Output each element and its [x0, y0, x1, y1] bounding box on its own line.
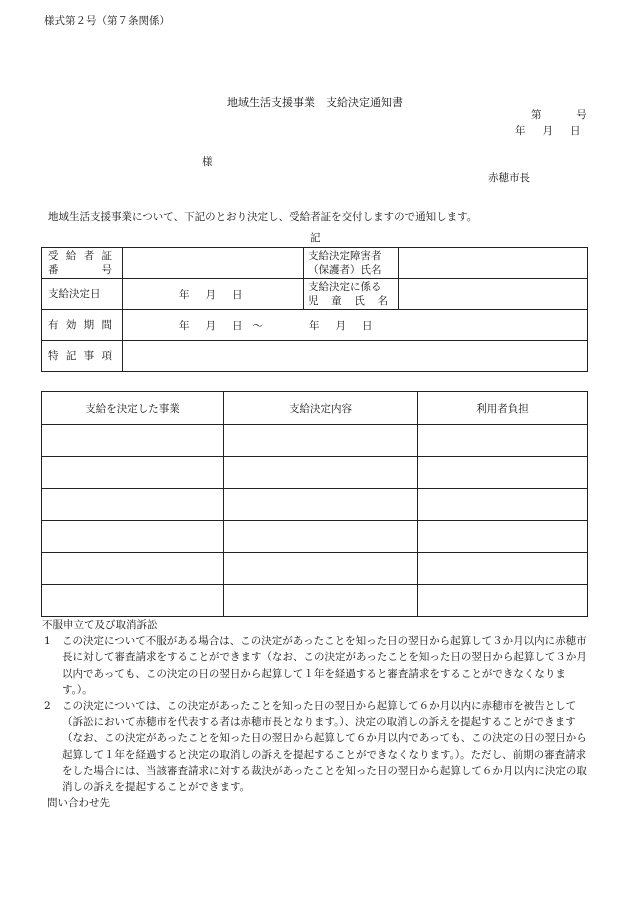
table-cell[interactable] — [418, 585, 588, 617]
table-cell[interactable] — [42, 457, 224, 489]
note-number: 1 — [44, 635, 51, 648]
intro-text: 地域生活支援事業について、下記のとおり決定し、受給者証を交付しますので通知します。 — [48, 211, 478, 223]
table-row — [42, 341, 588, 372]
table-cell[interactable] — [224, 425, 418, 457]
validity-value[interactable]: 年 月 日 ～ 年 月 日 — [123, 310, 588, 341]
note-number: 2 — [44, 700, 51, 713]
note-text: この決定については、この決定があったことを知った日の翌日から起算して６か月以内に赤穂市を被告として（訴訟において赤穂市を代表する者は赤穂市長となります。）、決定の取消しの訴えを提起することができます（なお、この決定があったことを知った日の翌日から起算して６か月以内であっても、この決定の日の翌日から起算して１年を経過すると決定の取消しの訴えを提起することができなくなります。）。ただし、前期の審査請求をした場合には、当該審査請求に対する裁決があったことを知った日の翌日から起算して６か月以内に決定の取消しの訴えを提起することができます。 — [62, 700, 587, 794]
special-notes-value[interactable] — [123, 341, 588, 372]
form-number: 様式第２号（第７条関係） — [44, 15, 170, 27]
table-cell[interactable] — [224, 585, 418, 617]
appeal-title: 不服申立て及び取消訴訟 — [42, 619, 158, 631]
doc-date-year: 年 — [515, 125, 526, 137]
table-row — [42, 425, 588, 457]
table-cell[interactable] — [224, 457, 418, 489]
doc-number-go: 号 — [576, 109, 587, 121]
validity-separator: ～ — [252, 319, 263, 332]
guardian-name-label: 支給決定障害者 （保護者）氏名 — [304, 248, 399, 279]
doc-date-month: 月 — [542, 125, 553, 137]
table-cell[interactable] — [42, 553, 224, 585]
list-item — [44, 633, 589, 698]
table-row — [42, 585, 588, 617]
info-table — [41, 247, 588, 372]
table-cell[interactable] — [418, 521, 588, 553]
guardian-name-value[interactable] — [399, 248, 588, 279]
table-cell[interactable] — [224, 521, 418, 553]
child-name-value[interactable] — [399, 279, 588, 310]
child-name-label: 支給決定に係る 児 童 氏 名 — [304, 279, 399, 310]
recipient-suffix: 様 — [202, 156, 213, 168]
table-cell[interactable] — [42, 521, 224, 553]
list-item — [44, 698, 589, 795]
table-cell[interactable] — [418, 425, 588, 457]
table-cell[interactable] — [418, 553, 588, 585]
issuer: 赤穂市長 — [488, 172, 530, 184]
table-row — [42, 457, 588, 489]
decision-date-label: 支給決定日 — [42, 279, 123, 310]
ki-label: 記 — [310, 232, 321, 244]
validity-label: 有 効 期 間 — [42, 310, 123, 341]
table-row — [42, 521, 588, 553]
appeal-notes — [44, 617, 589, 795]
header-user-charge: 利用者負担 — [418, 392, 588, 425]
table-cell[interactable] — [42, 489, 224, 521]
doc-number-dai: 第 — [531, 109, 542, 121]
table-row — [42, 310, 588, 341]
table-header-row — [42, 392, 588, 425]
table-cell[interactable] — [224, 553, 418, 585]
recipient-id-value[interactable] — [123, 248, 304, 279]
doc-date — [515, 123, 581, 138]
table-cell[interactable] — [42, 585, 224, 617]
recipient-id-label: 受 給 者 証 番 号 — [42, 248, 123, 279]
header-decision-content: 支給決定内容 — [224, 392, 418, 425]
table-cell[interactable] — [224, 489, 418, 521]
document-title: 地域生活支援事業 支給決定通知書 — [227, 96, 403, 109]
contact-label: 問い合わせ先 — [47, 797, 110, 809]
table-row — [42, 248, 588, 279]
table-cell[interactable] — [418, 457, 588, 489]
special-notes-label: 特 記 事 項 — [42, 341, 123, 372]
business-table — [41, 391, 588, 617]
note-text: この決定について不服がある場合は、この決定があったことを知った日の翌日から起算して３か月以内に赤穂市長に対して審査請求をすることができます（なお、この決定があったことを知った日の翌日から起算して３か月以内であっても、この決定の日の翌日から起算して１年を経過すると審査請求をすることができなくなります。）。 — [62, 635, 587, 696]
doc-date-day: 日 — [570, 125, 581, 137]
table-row — [42, 553, 588, 585]
doc-number — [531, 107, 587, 122]
table-row — [42, 489, 588, 521]
header-business: 支給を決定した事業 — [42, 392, 224, 425]
table-cell[interactable] — [418, 489, 588, 521]
table-row — [42, 279, 588, 310]
table-cell[interactable] — [42, 425, 224, 457]
decision-date-value[interactable]: 年 月 日 — [123, 279, 304, 310]
